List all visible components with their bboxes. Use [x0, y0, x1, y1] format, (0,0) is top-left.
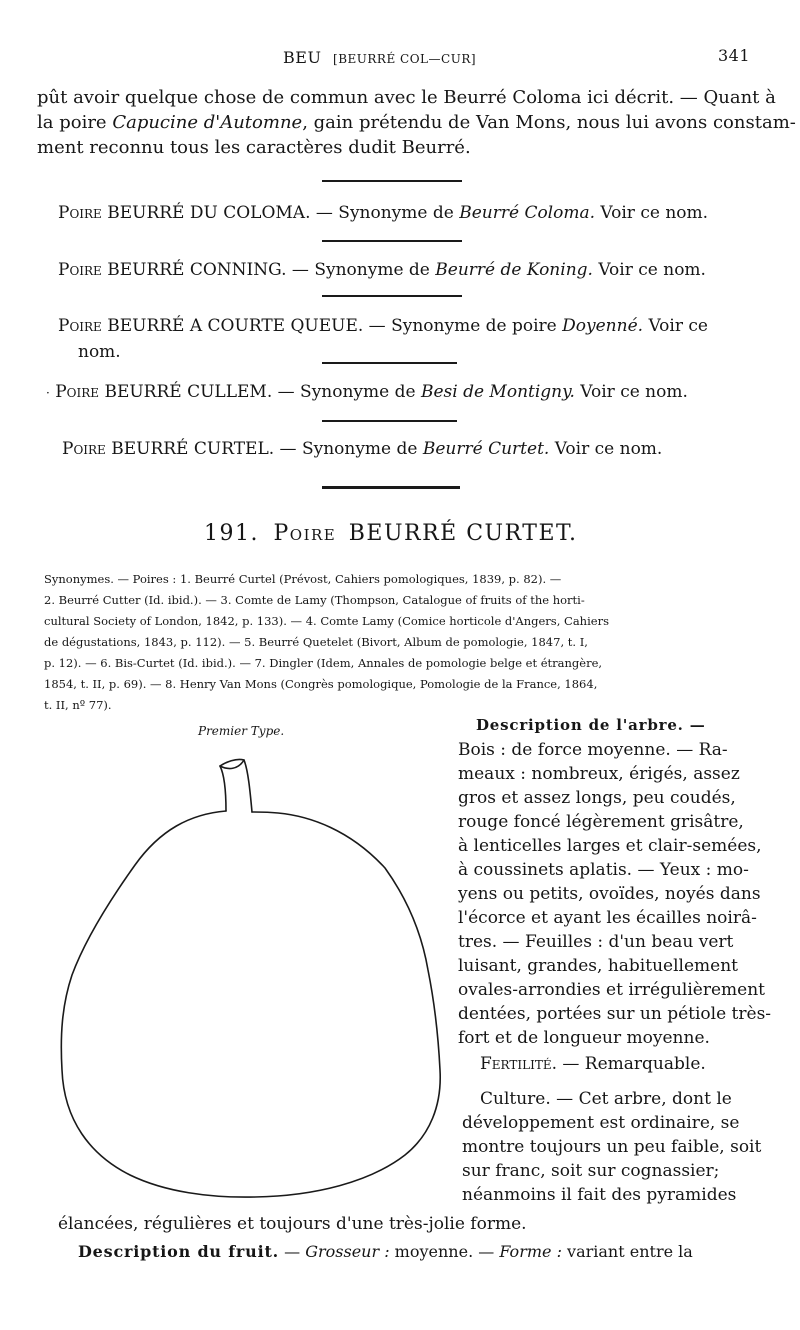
entry-tail: Voir ce	[643, 316, 708, 336]
entry-curtel	[62, 439, 662, 459]
synonymes-line-1: Synonymes. — Poires : 1. Beurré Curtel (Prévost, Cahiers pomologiques, 1839, p. 82). —	[44, 572, 562, 586]
fruit-key: Forme :	[499, 1242, 562, 1261]
intro-text: la poire	[37, 112, 113, 133]
entry-conning	[58, 260, 706, 280]
entry-coloma	[58, 203, 708, 223]
entry-tail: Voir ce nom.	[574, 382, 688, 402]
entry-courte-queue-cont: nom.	[78, 342, 121, 362]
running-head-word: BEU	[283, 48, 322, 67]
culture-line-1: Culture. — Cet arbre, dont le	[480, 1089, 732, 1109]
tree-description-heading: Description de l'arbre. —	[476, 716, 706, 734]
entry-ref: Beurré Coloma.	[459, 203, 596, 223]
entry-prefix: Poire	[58, 316, 102, 336]
divider	[322, 362, 457, 364]
page-number: 341	[718, 46, 751, 65]
entry-text: — Synonyme de	[286, 260, 436, 280]
synonymes-line-4: de dégustations, 1843, p. 112). — 5. Beurré Quetelet (Bivort, Album de pomologie, 1847, t. I,	[44, 635, 588, 649]
entry-tail: Voir ce nom.	[595, 203, 709, 223]
tree-line-10: tres. — Feuilles : d'un beau vert	[458, 932, 734, 952]
divider	[322, 240, 462, 242]
entry-name: BEURRÉ CONNING.	[107, 260, 287, 280]
entry-cullem	[46, 382, 688, 402]
tree-line-13: dentées, portées sur un pétiole très-	[458, 1004, 772, 1024]
entry-name: BEURRÉ A COURTE QUEUE.	[107, 316, 364, 336]
pear-outline-drawing	[50, 750, 450, 1210]
heading-name: BEURRÉ CURTET.	[348, 521, 578, 546]
fertilite-value: — Remarquable.	[557, 1054, 706, 1074]
entry-name: BEURRÉ CURTEL.	[111, 439, 275, 459]
section-heading	[204, 521, 577, 546]
entry-ref: Doyenné.	[562, 316, 644, 336]
entry-courte-queue	[58, 316, 708, 336]
intro-italic: Capucine d'Automne	[112, 112, 303, 133]
fruit-description-heading: Description du fruit.	[78, 1242, 280, 1261]
culture-line-5: néanmoins il fait des pyramides	[462, 1185, 737, 1205]
entry-prefix: Poire	[62, 439, 106, 459]
tree-line-8: yens ou petits, ovoïdes, noyés dans	[458, 884, 761, 904]
tree-line-6: à lenticelles larges et clair-semées,	[458, 836, 762, 856]
tree-line-14: fort et de longueur moyenne.	[458, 1028, 710, 1048]
entry-prefix: Poire	[55, 382, 100, 402]
figure-caption: Premier Type.	[198, 724, 285, 738]
intro-line-1: pût avoir quelque chose de commun avec le Beurré Coloma ici décrit. — Quant à	[37, 87, 776, 108]
entry-text: — Synonyme de	[310, 203, 460, 223]
fruit-value: variant entre la	[561, 1242, 693, 1261]
tree-line-11: luisant, grandes, habituellement	[458, 956, 738, 976]
intro-line-2	[37, 111, 796, 135]
entry-name: BEURRÉ DU COLOMA.	[107, 203, 311, 223]
heading-prefix: Poire	[273, 521, 337, 546]
synonymes-line-2: 2. Beurré Cutter (Id. ibid.). — 3. Comte de Lamy (Thompson, Catalogue of fruits of the horti-	[44, 593, 585, 607]
entry-tail: Voir ce nom.	[549, 439, 663, 459]
entry-tail: Voir ce nom.	[592, 260, 706, 280]
divider	[322, 180, 462, 182]
synonymes-line-3: cultural Society of London, 1842, p. 133). — 4. Comte Lamy (Comice horticole d'Angers, Cahiers	[44, 614, 609, 628]
divider	[322, 295, 462, 297]
fruit-dash: —	[279, 1242, 306, 1261]
entry-text: — Synonyme de poire	[363, 316, 563, 336]
culture-line-2: développement est ordinaire, se	[462, 1113, 740, 1133]
synonymes-line-6: 1854, t. II, p. 69). — 8. Henry Van Mons (Congrès pomologique, Pomologie de la France, 1864,	[44, 677, 598, 691]
synonymes-line-7: t. II, nº 77).	[44, 698, 112, 712]
margin-mark: ·	[46, 386, 50, 400]
tree-line-3: meaux : nombreux, érigés, assez	[458, 764, 740, 784]
entry-ref: Beurré de Koning.	[435, 260, 593, 280]
fruit-key: Grosseur :	[305, 1242, 390, 1261]
heading-number: 191.	[204, 521, 259, 546]
divider	[322, 420, 457, 422]
tree-line-5: rouge foncé légèrement grisâtre,	[458, 812, 744, 832]
culture-end-line: élancées, régulières et toujours d'une très-jolie forme.	[58, 1214, 527, 1234]
entry-prefix: Poire	[58, 203, 102, 223]
intro-text: , gain prétendu de Van Mons, nous lui avons constam-	[302, 112, 796, 133]
entry-prefix: Poire	[58, 260, 102, 280]
entry-ref: Beurré Curtet.	[422, 439, 550, 459]
tree-line-12: ovales-arrondies et irrégulièrement	[458, 980, 765, 1000]
culture-line-4: sur franc, soit sur cognassier;	[462, 1161, 720, 1181]
running-head-range: [BEURRÉ COL—CUR]	[333, 52, 477, 66]
tree-line-4: gros et assez longs, peu coudés,	[458, 788, 736, 808]
culture-line-3: montre toujours un peu faible, soit	[462, 1137, 762, 1157]
tree-line-7: à coussinets aplatis. — Yeux : mo-	[458, 860, 749, 880]
entry-text: — Synonyme de	[272, 382, 421, 402]
fertilite-line	[480, 1052, 706, 1076]
entry-name: BEURRÉ CULLEM.	[104, 382, 273, 402]
synonymes-line-5: p. 12). — 6. Bis-Curtet (Id. ibid.). — 7. Dingler (Idem, Annales de pomologie belge et étrangère,	[44, 656, 603, 670]
fruit-description-line	[78, 1242, 693, 1261]
tree-line-2: Bois : de force moyenne. — Ra-	[458, 740, 728, 760]
running-head-title	[283, 48, 476, 67]
intro-line-3: ment reconnu tous les caractères dudit Beurré.	[37, 137, 471, 158]
entry-ref: Besi de Montigny.	[420, 382, 575, 402]
fertilite-label: Fertilité.	[480, 1054, 557, 1074]
divider-thick	[322, 486, 460, 489]
entry-text: — Synonyme de	[274, 439, 423, 459]
fruit-value: moyenne. —	[389, 1242, 500, 1261]
tree-line-9: l'écorce et ayant les écailles noirâ-	[458, 908, 757, 928]
